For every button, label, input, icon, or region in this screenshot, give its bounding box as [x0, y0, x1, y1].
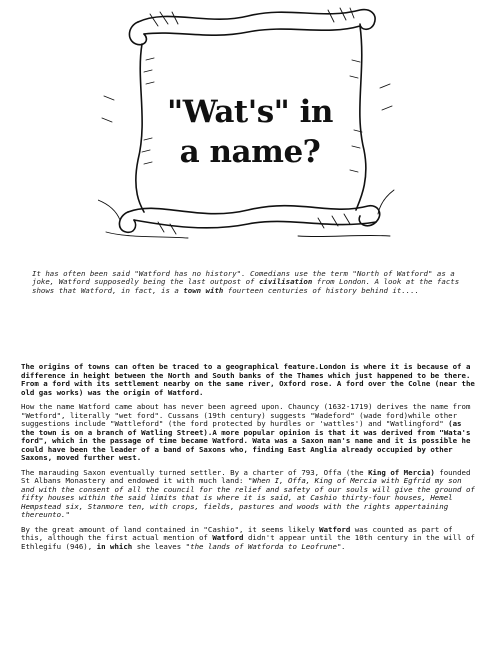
intro-text-3: fourteen centuries of history behind it....	[223, 285, 420, 295]
heading-line-1: "Wat's" in	[167, 94, 333, 130]
p4-will-quote: "the lands of Watforda to Leofrune".	[185, 541, 346, 551]
p3-charter-quote: "When I, Offa, King of Mercia with Egfrid my son and with the consent of all the council for the relief and safety of our souls will give the ground of fifty houses within the said limits that is where it is said, at Cashio thirty-four houses, Hemel Hempstead six, Stanmore ten, with crops, fields, pastures and woods with the rights appertaining thereunto."	[21, 476, 475, 519]
p4-text-f: in which	[96, 541, 133, 551]
heading-line-2: a name?	[179, 134, 321, 170]
intro-text-2: from London. A look at the facts shows that Watford, in fact, is a	[32, 277, 460, 295]
p3-text-c: founded St Albans Monastery and endowed it with much land:	[21, 467, 471, 485]
p4-text-d: Watford	[212, 533, 244, 542]
page-heading	[150, 92, 350, 172]
p2-text-b: (as the town is on a branch of Watling Street).	[21, 419, 462, 437]
p3-text-b: King of Mercia)	[368, 467, 435, 477]
p2-text-a: How the name Watford came about has never been agreed upon. Chauncy (1632-1719) derives the name from "Wetford", literally "wet ford". Cussans (19th century) suggests "Wadeford" (wade ford)while other suggestions include "Wattleford" (the ford protected by hurdles or 'wattles') and "Watlingford"	[21, 402, 471, 428]
p4-text-a: By the great amount of land contained in "Cashio", it seems likely	[21, 524, 320, 534]
p4-text-c: was counted as part of this, although the first actual mention of	[21, 524, 453, 542]
intro-emphasis-1: civilisation	[258, 277, 313, 287]
intro-paragraph	[32, 270, 462, 295]
article-body	[21, 363, 477, 557]
paragraph-origins: The origins of towns can often be traced to a geographical feature.London is where it is because of a difference in height between the North and South banks of the Thames which just happened to be there. From a ford with its settlement nearby on the same river, Oxford rose. A ford over the Colne (near the old gas works) was the origin of Watford.	[21, 362, 475, 397]
paragraph-name-origin	[21, 403, 477, 463]
intro-emphasis-2: town with	[183, 285, 224, 295]
intro-text-1: It has often been said "Watford has no history". Comedians use the term "North of Watford" as a joke, Watford supposedly being the last outpost of	[32, 269, 455, 287]
p4-text-b: Watford	[319, 524, 351, 534]
p3-text-a: The marauding Saxon eventually turned settler. By a charter of 793, Offa (the	[21, 467, 369, 477]
p4-text-e: didn't appear until the 10th century in the will of Ethlegifu (946),	[21, 533, 475, 551]
paragraph-saxon-charter	[21, 469, 477, 520]
paragraph-cashio	[21, 526, 477, 552]
p2-text-c: A more popular opinion is that it was derived from "Wata's ford", which in the passage of time became Watford. Wata was a Saxon man's name and it is possible he could have been the leader of a band of Saxons who, finding East Anglia already occupied by other Saxons, moved further west.	[21, 427, 471, 462]
p4-text-g: she leaves	[132, 541, 186, 551]
